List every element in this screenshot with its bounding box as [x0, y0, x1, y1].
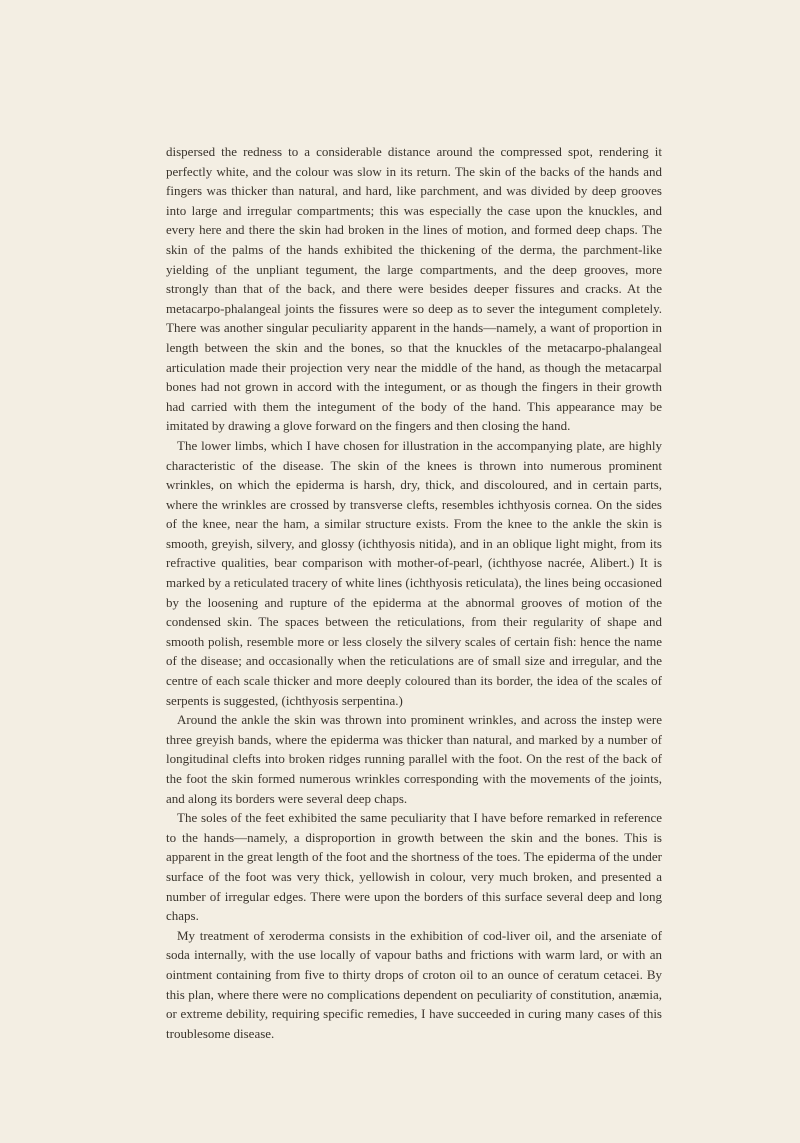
paragraph: My treatment of xeroderma consists in the exhibition of cod-liver oil, and the arseniate of soda internally, with the use locally of vapour baths and frictions with warm lard, or with an ointment containing from five to thirty drops of croton oil to an ounce of ceratum cetacei. By this plan, where there were no complications dependent on peculiarity of constitution, anæmia, or extreme debility, requiring specific remedies, I have succeeded in curing many cases of this troublesome disease. — [166, 927, 662, 1041]
body-text — [166, 142, 662, 1043]
paragraph: dispersed the redness to a considerable distance around the compressed spot, rendering it perfectly white, and the colour was slow in its return. The skin of the backs of the hands and fingers was thicker than natural, and hard, like parchment, and was divided by deep grooves into large and irregular compartments; this was especially the case upon the knuckles, and every here and there the skin had broken in the lines of motion, and formed deep chaps. The skin of the palms of the hands exhibited the thickening of the derma, the parchment-like yielding of the unpliant tegument, the large compartments, and the deep grooves, more strongly than that of the back, and there were besides deeper fissures and cracks. At the metacarpo-phalangeal joints the fissures were so deep as to sever the integument completely. There was another singular peculiarity apparent in the hands—namely, a want of proportion in length between the skin and the bones, so that the knuckles of the metacarpo-phalangeal articulation made their projection very near the middle of the hand, as though the metacarpal bones had not grown in accord with the integument, or as though the fingers in their growth had carried with them the integument of the body of the hand. This appearance may be imitated by drawing a glove forward on the fingers and then closing the hand. — [166, 144, 662, 434]
paragraph: The lower limbs, which I have chosen for illustration in the accompanying plate, are highly characteristic of the disease. The skin of the knees is thrown into numerous prominent wrinkles, on which the epiderma is harsh, dry, thick, and discoloured, and in certain parts, where the wrinkles are crossed by transverse clefts, resembles ichthyosis cornea. On the sides of the knee, near the ham, a similar structure exists. From the knee to the ankle the skin is smooth, greyish, silvery, and glossy (ichthyosis nitida), and in an oblique light might, from its refractive qualities, bear comparison with mother-of-pearl, (ichthyose nacrée, Alibert.) It is marked by a reticulated tracery of white lines (ichthyosis reticulata), the lines being occasioned by the loosening and rupture of the epiderma at the abnormal grooves of motion of the condensed skin. The spaces between the reticulations, from their regularity of shape and smooth polish, resemble more or less closely the silvery scales of certain fish: hence the name of the disease; and occasionally when the reticulations are of small size and irregular, and the centre of each scale thicker and more deeply coloured than its border, the idea of the scales of serpents is suggested, (ichthyosis serpentina.) — [166, 437, 662, 708]
paragraph: Around the ankle the skin was thrown into prominent wrinkles, and across the instep were three greyish bands, where the epiderma was thicker than natural, and marked by a number of longitudinal clefts into broken ridges running parallel with the foot. On the rest of the back of the foot the skin formed numerous wrinkles corresponding with the movements of the joints, and along its borders were several deep chaps. — [166, 712, 662, 806]
paragraph: The soles of the feet exhibited the same peculiarity that I have before remarked in reference to the hands—namely, a disproportion in growth between the skin and the bones. This is apparent in the great length of the foot and the shortness of the toes. The epiderma of the under surface of the foot was very thick, yellowish in colour, very much broken, and presented a number of irregular edges. There were upon the borders of this surface several deep and long chaps. — [166, 810, 662, 924]
